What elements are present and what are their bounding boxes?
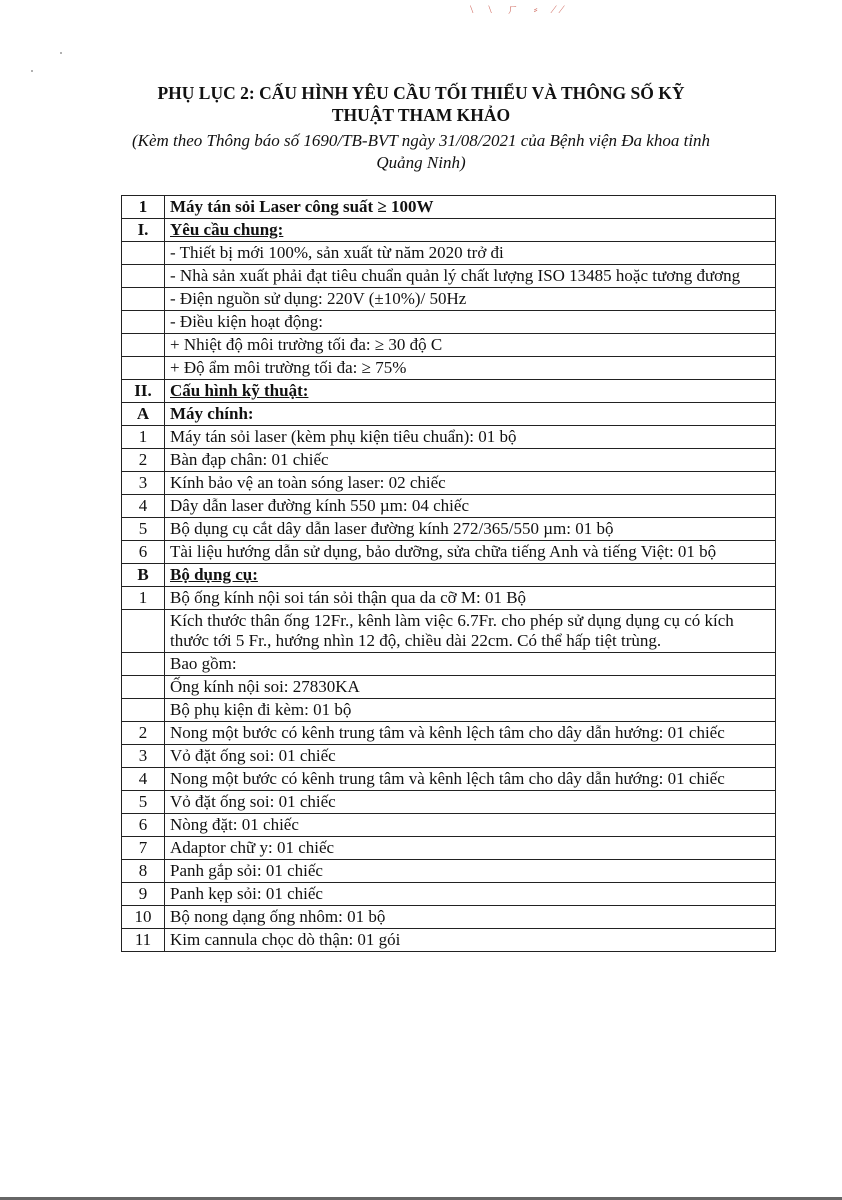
row-number: 3 <box>122 472 165 495</box>
row-description <box>165 357 776 380</box>
row-description <box>165 311 776 334</box>
table-row <box>122 837 776 860</box>
row-description <box>165 265 776 288</box>
subtitle-line-1: (Kèm theo Thông báo số 1690/TB-BVT ngày 31/08/2021 của Bệnh viện Đa khoa tỉnh <box>131 131 711 150</box>
row-text: Nòng đặt: 01 chiếc <box>170 815 299 834</box>
row-number: 11 <box>122 929 165 952</box>
scan-speck <box>60 52 62 54</box>
table-row <box>122 288 776 311</box>
row-number: 6 <box>122 814 165 837</box>
row-number: 5 <box>122 791 165 814</box>
table-row <box>122 311 776 334</box>
row-description <box>165 722 776 745</box>
row-number: 4 <box>122 768 165 791</box>
table-row <box>122 653 776 676</box>
table-row <box>122 196 776 219</box>
row-number: 8 <box>122 860 165 883</box>
table-row <box>122 745 776 768</box>
table-row <box>122 449 776 472</box>
table-row <box>122 426 776 449</box>
row-text: Bộ dụng cụ cắt dây dẫn laser đường kính 272/365/550 µm: 01 bộ <box>170 519 614 538</box>
row-number: II. <box>122 380 165 403</box>
row-text: Panh gắp sỏi: 01 chiếc <box>170 861 323 880</box>
row-text: Máy chính: <box>170 404 254 423</box>
red-stamp-mark: \ \ ㄏ ⸗ ⁄⁄ <box>470 2 569 16</box>
table-row <box>122 564 776 587</box>
row-text: Vỏ đặt ống soi: 01 chiếc <box>170 746 336 765</box>
table-row <box>122 814 776 837</box>
table-row <box>122 906 776 929</box>
row-description <box>165 219 776 242</box>
row-description <box>165 837 776 860</box>
table-row <box>122 610 776 653</box>
page-subtitle <box>60 130 782 174</box>
row-description <box>165 449 776 472</box>
spec-table-body <box>122 196 776 952</box>
row-number <box>122 334 165 357</box>
scan-speck <box>31 70 33 72</box>
row-description <box>165 518 776 541</box>
row-number: 1 <box>122 196 165 219</box>
table-row <box>122 541 776 564</box>
row-text: Bộ phụ kiện đi kèm: 01 bộ <box>170 700 352 719</box>
row-description <box>165 610 776 653</box>
row-description <box>165 860 776 883</box>
row-description <box>165 242 776 265</box>
row-number <box>122 265 165 288</box>
row-text: Máy tán sỏi Laser công suất ≥ 100W <box>170 197 434 216</box>
row-number <box>122 676 165 699</box>
table-row <box>122 265 776 288</box>
row-number: 1 <box>122 426 165 449</box>
row-description <box>165 745 776 768</box>
row-text: Nong một bước có kênh trung tâm và kênh lệch tâm cho dây dẫn hướng: 01 chiếc <box>170 769 725 788</box>
row-text: - Điện nguồn sử dụng: 220V (±10%)/ 50Hz <box>170 289 467 308</box>
row-text: Tài liệu hướng dẫn sử dụng, bảo dưỡng, sửa chữa tiếng Anh và tiếng Việt: 01 bộ <box>170 542 717 561</box>
row-description <box>165 541 776 564</box>
table-row <box>122 403 776 426</box>
page-title <box>60 82 782 126</box>
table-row <box>122 587 776 610</box>
table-row <box>122 472 776 495</box>
row-number <box>122 311 165 334</box>
table-row <box>122 860 776 883</box>
row-number <box>122 653 165 676</box>
spec-table <box>121 195 776 952</box>
row-text: Máy tán sỏi laser (kèm phụ kiện tiêu chuẩn): 01 bộ <box>170 427 517 446</box>
table-row <box>122 768 776 791</box>
row-description <box>165 288 776 311</box>
row-number: 4 <box>122 495 165 518</box>
row-description <box>165 883 776 906</box>
table-row <box>122 883 776 906</box>
row-description <box>165 196 776 219</box>
row-text: Cấu hình kỹ thuật: <box>170 381 309 400</box>
row-text: Adaptor chữ y: 01 chiếc <box>170 838 335 857</box>
row-number: 6 <box>122 541 165 564</box>
row-description <box>165 564 776 587</box>
table-row <box>122 722 776 745</box>
row-number <box>122 288 165 311</box>
row-text: - Thiết bị mới 100%, sản xuất từ năm 2020 trở đi <box>170 243 504 262</box>
row-description <box>165 814 776 837</box>
row-text: Dây dẫn laser đường kính 550 µm: 04 chiếc <box>170 496 469 515</box>
row-description <box>165 906 776 929</box>
table-row <box>122 791 776 814</box>
row-number: 7 <box>122 837 165 860</box>
row-description <box>165 587 776 610</box>
row-number <box>122 242 165 265</box>
row-number: 2 <box>122 449 165 472</box>
table-row <box>122 242 776 265</box>
row-text: Nong một bước có kênh trung tâm và kênh lệch tâm cho dây dẫn hướng: 01 chiếc <box>170 723 725 742</box>
row-number: I. <box>122 219 165 242</box>
table-row <box>122 929 776 952</box>
table-row <box>122 676 776 699</box>
row-number: 10 <box>122 906 165 929</box>
row-text: - Nhà sản xuất phải đạt tiêu chuẩn quản lý chất lượng ISO 13485 hoặc tương đương <box>170 266 741 285</box>
row-description <box>165 334 776 357</box>
row-text: + Nhiệt độ môi trường tối đa: ≥ 30 độ C <box>170 335 443 354</box>
row-number: 5 <box>122 518 165 541</box>
title-line-2: THUẬT THAM KHẢO <box>331 105 511 125</box>
row-number: 1 <box>122 587 165 610</box>
row-number: 3 <box>122 745 165 768</box>
row-text: Kính bảo vệ an toàn sóng laser: 02 chiếc <box>170 473 446 492</box>
row-description <box>165 472 776 495</box>
row-description <box>165 768 776 791</box>
table-row <box>122 699 776 722</box>
table-row <box>122 219 776 242</box>
title-line-1: PHỤ LỤC 2: CẤU HÌNH YÊU CẦU TỐI THIỂU VÀ THÔNG SỐ KỸ <box>157 83 685 103</box>
table-row <box>122 495 776 518</box>
row-text: Yêu cầu chung: <box>170 220 284 239</box>
row-description <box>165 676 776 699</box>
row-text: Bộ nong dạng ống nhôm: 01 bộ <box>170 907 386 926</box>
table-row <box>122 518 776 541</box>
row-description <box>165 426 776 449</box>
row-text: + Độ ẩm môi trường tối đa: ≥ 75% <box>170 358 407 377</box>
row-text: Ống kính nội soi: 27830KA <box>170 677 360 696</box>
row-text: Vỏ đặt ống soi: 01 chiếc <box>170 792 336 811</box>
row-text: Bao gồm: <box>170 654 237 673</box>
row-number <box>122 610 165 653</box>
table-row <box>122 380 776 403</box>
row-text: Kim cannula chọc dò thận: 01 gói <box>170 930 401 949</box>
row-text: - Điều kiện hoạt động: <box>170 312 323 331</box>
row-number: 9 <box>122 883 165 906</box>
row-text: Bàn đạp chân: 01 chiếc <box>170 450 329 469</box>
row-text: Bộ dụng cụ: <box>170 565 258 584</box>
row-text: Panh kẹp sỏi: 01 chiếc <box>170 884 323 903</box>
row-number: 2 <box>122 722 165 745</box>
row-description <box>165 929 776 952</box>
table-row <box>122 357 776 380</box>
table-row <box>122 334 776 357</box>
row-description <box>165 495 776 518</box>
row-number: B <box>122 564 165 587</box>
row-description <box>165 791 776 814</box>
row-description <box>165 380 776 403</box>
row-description <box>165 699 776 722</box>
subtitle-line-2: Quảng Ninh) <box>376 153 466 172</box>
row-description <box>165 653 776 676</box>
row-text: Kích thước thân ống 12Fr., kênh làm việc 6.7Fr. cho phép sử dụng dụng cụ có kích thước tới 5 Fr., hướng nhìn 12 độ, chiều dài 22cm. Có thể hấp tiệt trùng. <box>170 611 734 650</box>
row-text: Bộ ống kính nội soi tán sỏi thận qua da cỡ M: 01 Bộ <box>170 588 527 607</box>
row-number <box>122 357 165 380</box>
row-number <box>122 699 165 722</box>
row-number: A <box>122 403 165 426</box>
row-description <box>165 403 776 426</box>
